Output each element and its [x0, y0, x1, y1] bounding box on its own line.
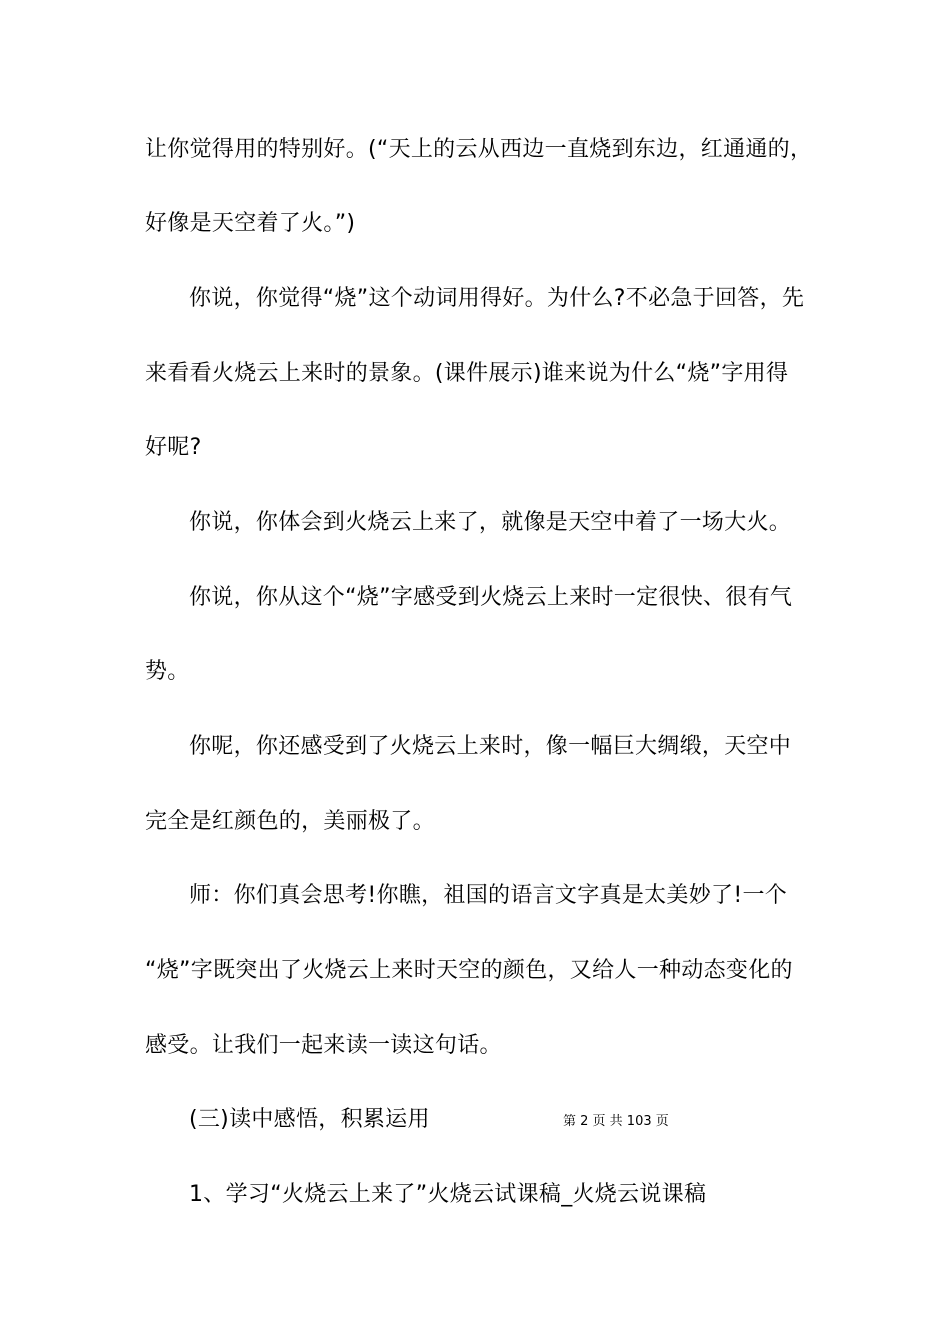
paragraph-line: 你说，你体会到火烧云上来了，就像是天空中着了一场大火。 — [189, 510, 792, 535]
paragraph-line: 你说，你觉得“烧”这个动词用得好。为什么?不必急于回答，先 — [189, 286, 805, 311]
paragraph-line: 来看看火烧云上来时的景象。(课件展示)谁来说为什么“烧”字用得 — [145, 361, 789, 386]
paragraph-line: 势。 — [145, 659, 190, 684]
paragraph-line: 你说，你从这个“烧”字感受到火烧云上来时一定很快、很有气 — [189, 585, 793, 610]
paragraph-line: 师：你们真会思考!你瞧，祖国的语言文字真是太美妙了!一个 — [189, 883, 788, 908]
paragraph-line: 好呢? — [145, 435, 202, 460]
paragraph-line: “烧”字既突出了火烧云上来时天空的颜色，又给人一种动态变化的 — [145, 958, 793, 983]
paragraph-line: 你呢，你还感受到了火烧云上来时，像一幅巨大绸缎，天空中 — [189, 734, 792, 759]
paragraph-line: 让你觉得用的特别好。(“天上的云从西边一直烧到东边，红通通的， — [145, 137, 813, 162]
paragraph-line: 感受。让我们一起来读一读这句话。 — [145, 1033, 502, 1058]
paragraph-line: 好像是天空着了火。”) — [145, 211, 356, 236]
section-heading: (三)读中感悟，积累运用 — [189, 1107, 430, 1132]
paragraph-line: 完全是红颜色的，美丽极了。 — [145, 809, 435, 834]
paragraph-line: 1、学习“火烧云上来了”火烧云试课稿_火烧云说课稿 — [189, 1182, 707, 1207]
page-number-footer: 第 2 页 共 103 页 — [563, 1114, 669, 1129]
